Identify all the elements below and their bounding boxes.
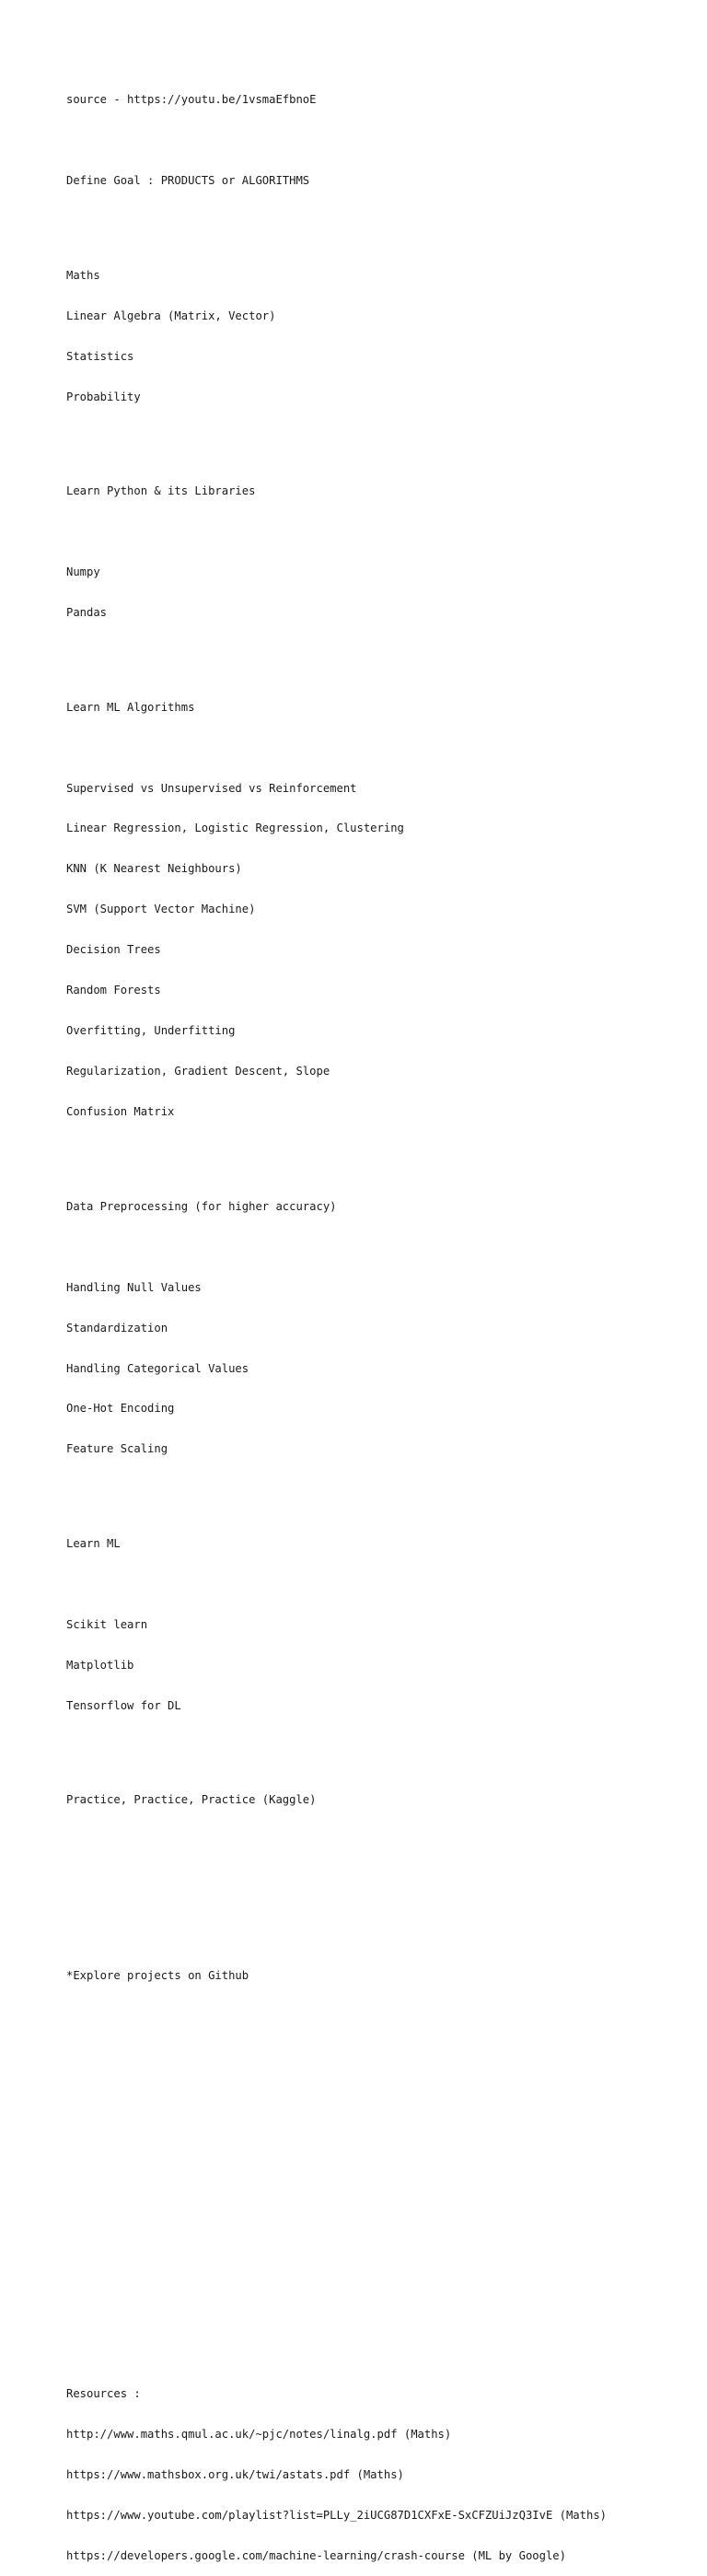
spacer [66, 2333, 692, 2347]
list-item: KNN (K Nearest Neighbours) [66, 862, 242, 876]
resource-link: https://www.youtube.com/playlist?list=PLLy_2iUCG87D1CXFxE-SxCFZUiJzQ3IvE (Maths) [66, 2508, 607, 2522]
spacer [66, 2172, 692, 2186]
list-item: Standardization [66, 1321, 168, 1335]
list-item: Probability [66, 390, 141, 403]
list-item: Confusion Matrix [66, 1105, 175, 1119]
spacer [66, 741, 692, 755]
spacer [66, 647, 692, 660]
spacer [66, 1874, 692, 1888]
list-item: Tensorflow for DL [66, 1698, 181, 1712]
spacer [66, 1578, 692, 1591]
resource-link: https://www.mathsbox.org.uk/twi/astats.pdf (Maths) [66, 2467, 404, 2481]
list-item: Random Forests [66, 984, 161, 997]
spacer [66, 1241, 692, 1254]
source-line: source - https://youtu.be/1vsmaEfbnoE [66, 93, 317, 107]
learn-ml-heading: Learn ML [66, 1537, 121, 1550]
spacer [66, 431, 692, 445]
list-item: Matplotlib [66, 1658, 134, 1672]
spacer [66, 2091, 692, 2104]
spacer [66, 2292, 692, 2306]
spacer [66, 2050, 692, 2064]
preprocessing-heading: Data Preprocessing (for higher accuracy) [66, 1199, 337, 1213]
spacer [66, 2131, 692, 2145]
spacer [66, 1915, 692, 1929]
list-item: Feature Scaling [66, 1442, 168, 1456]
spacer [66, 525, 692, 539]
list-item: Regularization, Gradient Descent, Slope [66, 1065, 330, 1078]
ml-algorithms-heading: Learn ML Algorithms [66, 700, 195, 714]
list-item: Overfitting, Underfitting [66, 1024, 236, 1038]
resources-heading: Resources : [66, 2387, 141, 2401]
spacer [66, 2212, 692, 2226]
list-item: One-Hot Encoding [66, 1402, 175, 1416]
list-item: Pandas [66, 606, 108, 620]
spacer [66, 2010, 692, 2023]
list-item: Linear Algebra (Matrix, Vector) [66, 309, 276, 322]
spacer [66, 1834, 692, 1847]
list-item: Supervised vs Unsupervised vs Reinforcement [66, 781, 357, 795]
list-item: Decision Trees [66, 943, 161, 957]
list-item: Statistics [66, 349, 134, 363]
spacer [66, 1483, 692, 1497]
list-item: Numpy [66, 565, 100, 579]
explore-line: *Explore projects on Github [66, 1968, 249, 1982]
resource-link: https://developers.google.com/machine-learning/crash-course (ML by Google) [66, 2548, 566, 2562]
list-item: Handling Categorical Values [66, 1361, 249, 1375]
spacer [66, 2253, 692, 2267]
list-item: Handling Null Values [66, 1280, 202, 1294]
document-page [66, 66, 692, 2576]
practice-line: Practice, Practice, Practice (Kaggle) [66, 1793, 317, 1807]
spacer [66, 215, 692, 228]
resource-link: http://www.maths.qmul.ac.uk/~pjc/notes/linalg.pdf (Maths) [66, 2427, 452, 2441]
spacer [66, 1740, 692, 1754]
python-heading: Learn Python & its Libraries [66, 484, 256, 498]
goal-line: Define Goal : PRODUCTS or ALGORITHMS [66, 174, 310, 188]
list-item: Scikit learn [66, 1617, 148, 1631]
list-item: SVM (Support Vector Machine) [66, 903, 256, 916]
spacer [66, 1146, 692, 1160]
spacer [66, 134, 692, 147]
maths-heading: Maths [66, 268, 100, 282]
list-item: Linear Regression, Logistic Regression, Clustering [66, 822, 404, 835]
